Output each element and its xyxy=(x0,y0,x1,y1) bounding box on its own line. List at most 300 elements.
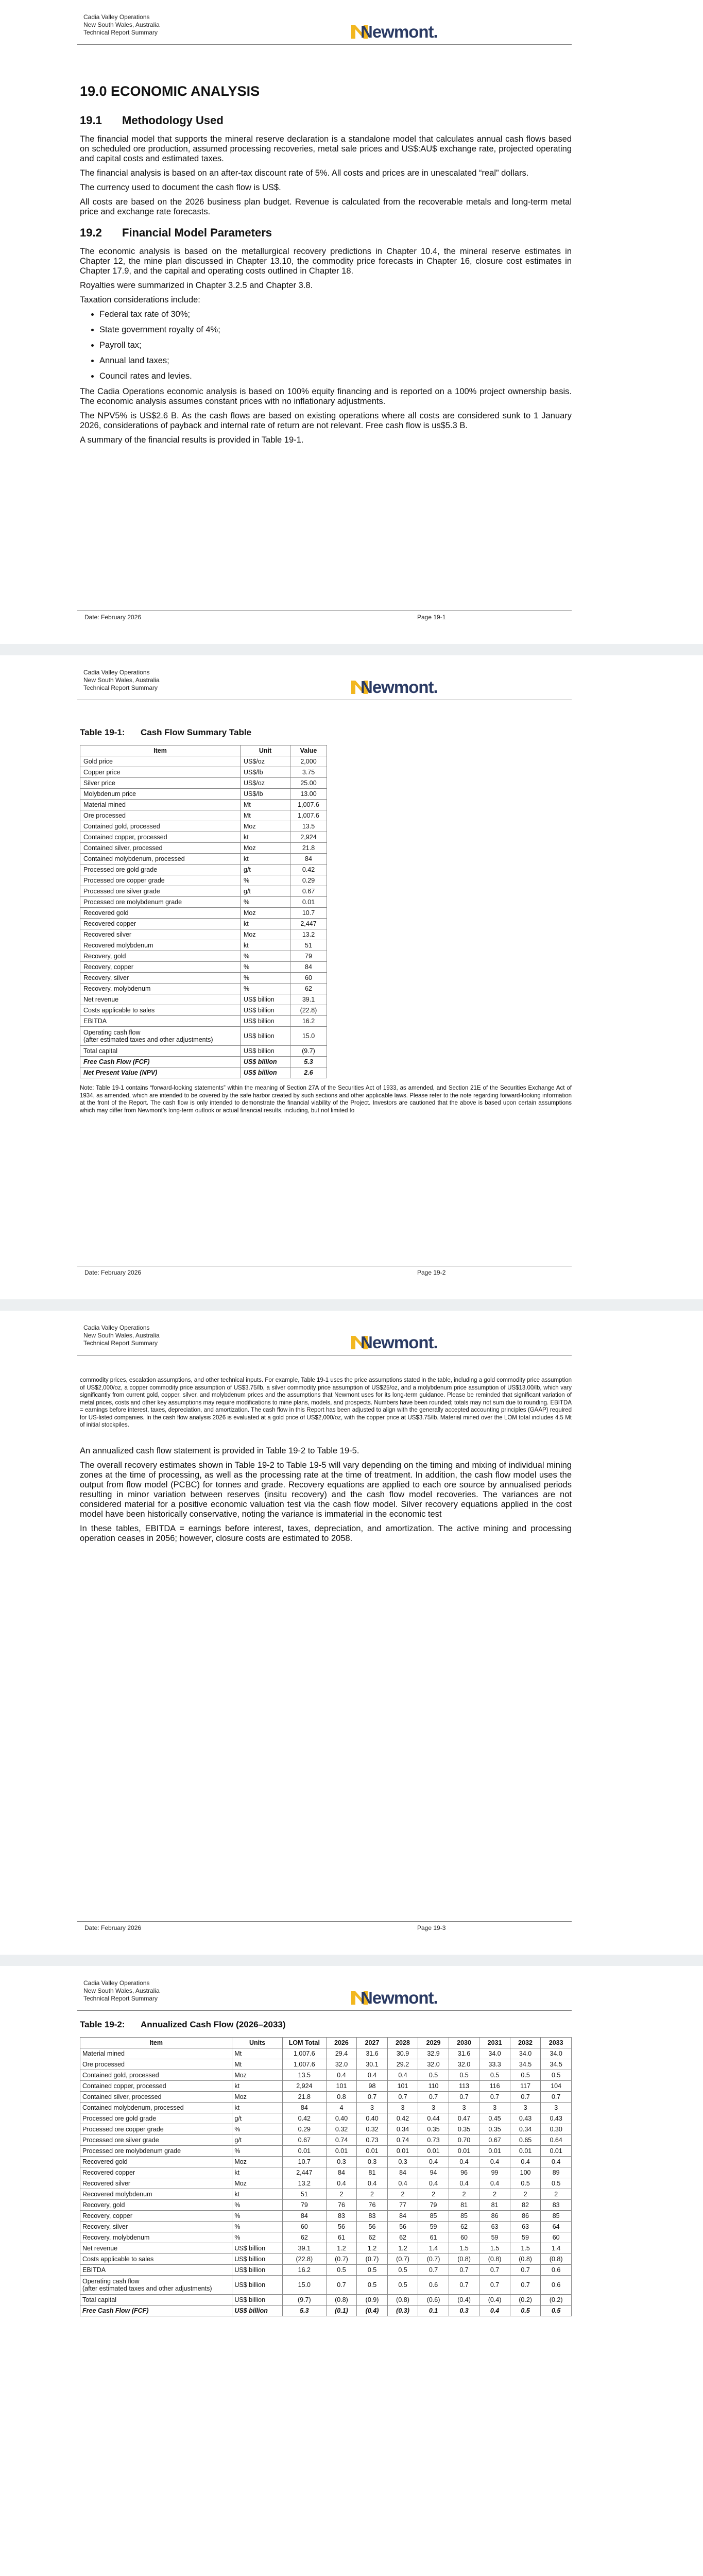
value-cell: 0.4 xyxy=(510,2157,541,2167)
unit-cell: US$ billion xyxy=(241,994,290,1005)
value-cell: 0.6 xyxy=(541,2265,572,2276)
row-label: Processed ore molybdenum grade xyxy=(80,2146,232,2157)
paragraph: The currency used to document the cash flow is US$. xyxy=(80,183,281,192)
table-row xyxy=(80,2092,572,2103)
value-cell: 0.4 xyxy=(326,2178,357,2189)
value-cell: 0.01 xyxy=(290,897,327,908)
row-label: Contained silver, processed xyxy=(80,2092,232,2103)
value-cell: 0.5 xyxy=(479,2070,510,2081)
value-cell: 62 xyxy=(290,984,327,994)
value-cell: 85 xyxy=(541,2211,572,2222)
section-heading xyxy=(80,226,572,240)
row-label: Free Cash Flow (FCF) xyxy=(80,2306,232,2316)
value-cell: 60 xyxy=(449,2232,479,2243)
row-label: Costs applicable to sales xyxy=(80,2254,232,2265)
value-cell: 0.30 xyxy=(541,2124,572,2135)
value-cell: 0.4 xyxy=(541,2157,572,2167)
value-cell: 100 xyxy=(510,2167,541,2178)
row-label: Processed ore copper grade xyxy=(80,2124,232,2135)
row-label: Gold price xyxy=(80,756,241,767)
value-cell: 34.0 xyxy=(510,2048,541,2059)
value-cell: (0.2) xyxy=(510,2295,541,2306)
unit-cell: g/t xyxy=(241,865,290,875)
value-cell: 79 xyxy=(290,951,327,962)
value-cell: 0.4 xyxy=(326,2070,357,2081)
value-cell: 32.0 xyxy=(449,2059,479,2070)
value-cell: 0.6 xyxy=(418,2276,449,2295)
value-cell: 0.67 xyxy=(290,886,327,897)
row-label: Contained silver, processed xyxy=(80,843,241,854)
header-line3: Technical Report Summary xyxy=(83,1995,158,2002)
value-cell: 0.44 xyxy=(418,2113,449,2124)
footer-date: Date: February 2026 xyxy=(84,614,142,621)
unit-cell: g/t xyxy=(232,2113,283,2124)
table-row xyxy=(80,854,327,865)
row-label: Silver price xyxy=(80,778,241,789)
value-cell: 0.7 xyxy=(449,2265,479,2276)
row-label: Contained molybdenum, processed xyxy=(80,2103,232,2113)
value-cell: 29.4 xyxy=(326,2048,357,2059)
value-cell: 13.5 xyxy=(290,821,327,832)
table-row xyxy=(80,875,327,886)
value-cell: (0.8) xyxy=(326,2295,357,2306)
page-3-body xyxy=(80,1377,572,1548)
table-row xyxy=(80,2306,572,2316)
unit-cell: % xyxy=(232,2222,283,2232)
header-line2: New South Wales, Australia xyxy=(83,1987,160,1994)
paragraph: The Cadia Operations economic analysis is based on 100% equity financing and is reported on a 100% project ownership basis. The economic analysis assumes constant prices with no inflationary adjustments. xyxy=(80,387,572,406)
value-cell: 56 xyxy=(357,2222,388,2232)
list-item: • State government royalty of 4%; xyxy=(99,325,572,335)
row-label: Processed ore gold grade xyxy=(80,2113,232,2124)
row-label: Processed ore copper grade xyxy=(80,875,241,886)
paragraph: The financial analysis is based on an after-tax discount rate of 5%. All costs and prices are in unescalated “real” dollars. xyxy=(80,168,529,178)
value-cell: 0.5 xyxy=(357,2265,388,2276)
table-row xyxy=(80,962,327,973)
value-cell: 1.2 xyxy=(387,2243,418,2254)
value-cell: 0.7 xyxy=(541,2092,572,2103)
table-number: Table 19-2: xyxy=(80,2020,125,2029)
value-cell: (0.2) xyxy=(541,2295,572,2306)
paragraph: A summary of the financial results is provided in Table 19-1. xyxy=(80,435,304,445)
value-cell: 1,007.6 xyxy=(282,2059,326,2070)
value-cell: 0.4 xyxy=(418,2157,449,2167)
value-cell: 2 xyxy=(326,2189,357,2200)
value-cell: 0.5 xyxy=(510,2178,541,2189)
value-cell: 0.01 xyxy=(449,2146,479,2157)
value-cell: 84 xyxy=(290,962,327,973)
value-cell: 0.35 xyxy=(449,2124,479,2135)
column-header: 2027 xyxy=(357,2038,388,2048)
value-cell: 32.9 xyxy=(418,2048,449,2059)
table-row xyxy=(80,2157,572,2167)
table-row xyxy=(80,2113,572,2124)
table-row xyxy=(80,1005,327,1016)
value-cell: 0.5 xyxy=(449,2070,479,2081)
value-cell: 101 xyxy=(326,2081,357,2092)
table-row xyxy=(80,897,327,908)
table-row xyxy=(80,2135,572,2146)
table-row xyxy=(80,767,327,778)
table-row xyxy=(80,2200,572,2211)
value-cell: 34.5 xyxy=(541,2059,572,2070)
table-row xyxy=(80,2265,572,2276)
value-cell: 5.3 xyxy=(282,2306,326,2316)
table-note-continued xyxy=(80,1377,572,1429)
page-4-body xyxy=(80,2020,572,2316)
value-cell: 0.7 xyxy=(418,2092,449,2103)
column-header: 2030 xyxy=(449,2038,479,2048)
column-header: 2032 xyxy=(510,2038,541,2048)
value-cell: 34.0 xyxy=(479,2048,510,2059)
value-cell: 61 xyxy=(418,2232,449,2243)
value-cell: 104 xyxy=(541,2081,572,2092)
unit-cell: Moz xyxy=(241,908,290,919)
unit-cell: Moz xyxy=(232,2157,283,2167)
logo-text: Newmont. xyxy=(361,22,438,41)
value-cell: 0.74 xyxy=(326,2135,357,2146)
row-label: Material mined xyxy=(80,2048,232,2059)
value-cell: 1.4 xyxy=(418,2243,449,2254)
value-cell: 0.01 xyxy=(326,2146,357,2157)
row-label: Recovery, molybdenum xyxy=(80,2232,232,2243)
company-block xyxy=(83,13,160,37)
page-2 xyxy=(0,655,703,1299)
row-label: Copper price xyxy=(80,767,241,778)
value-cell: 60 xyxy=(282,2222,326,2232)
value-cell: 60 xyxy=(541,2232,572,2243)
unit-cell: % xyxy=(241,875,290,886)
table-caption xyxy=(80,2020,572,2030)
value-cell: 0.4 xyxy=(479,2306,510,2316)
value-cell: 0.5 xyxy=(326,2265,357,2276)
row-label: Recovered molybdenum xyxy=(80,940,241,951)
value-cell: 3 xyxy=(387,2103,418,2113)
value-cell: 4 xyxy=(326,2103,357,2113)
value-cell: (0.6) xyxy=(418,2295,449,2306)
row-label: Recovered copper xyxy=(80,919,241,929)
page-3 xyxy=(0,1311,703,1955)
value-cell: 0.47 xyxy=(449,2113,479,2124)
value-cell: (0.8) xyxy=(479,2254,510,2265)
newmont-logo xyxy=(350,1988,448,2008)
value-cell: 84 xyxy=(387,2167,418,2178)
page-footer xyxy=(77,1266,572,1276)
unit-cell: US$/oz xyxy=(241,756,290,767)
header-line1: Cadia Valley Operations xyxy=(83,669,150,676)
value-cell: 2,924 xyxy=(290,832,327,843)
page-header xyxy=(77,1323,572,1355)
value-cell: 0.1 xyxy=(418,2306,449,2316)
value-cell: 1,007.6 xyxy=(282,2048,326,2059)
footer-date: Date: February 2026 xyxy=(84,1269,142,1276)
header-line1: Cadia Valley Operations xyxy=(83,1324,150,1331)
header-line1: Cadia Valley Operations xyxy=(83,1979,150,1987)
unit-cell: Moz xyxy=(241,821,290,832)
column-header: 2031 xyxy=(479,2038,510,2048)
value-cell: 0.5 xyxy=(541,2178,572,2189)
value-cell: 3 xyxy=(541,2103,572,2113)
value-cell: 62 xyxy=(357,2232,388,2243)
paragraph: The financial model that supports the mineral reserve declaration is a standalone model that calculates annual cash flows based on scheduled ore production, assumed processing recoveries, metal sale prices and US$:AU$ exchange rate, projected operating and capital costs and estimated taxes. xyxy=(80,134,572,163)
value-cell: 13.2 xyxy=(282,2178,326,2189)
row-label: Contained gold, processed xyxy=(80,821,241,832)
table-row xyxy=(80,832,327,843)
table-row xyxy=(80,984,327,994)
unit-cell: US$ billion xyxy=(232,2254,283,2265)
row-label: Recovery, copper xyxy=(80,2211,232,2222)
list-item: • Annual land taxes; xyxy=(99,356,572,366)
unit-cell: US$ billion xyxy=(241,1067,290,1078)
row-label: Ore processed xyxy=(80,810,241,821)
value-cell: 61 xyxy=(326,2232,357,2243)
row-label: Processed ore gold grade xyxy=(80,865,241,875)
value-cell: 0.42 xyxy=(387,2113,418,2124)
row-label: Contained copper, processed xyxy=(80,2081,232,2092)
value-cell: 1,007.6 xyxy=(290,800,327,810)
unit-cell: kt xyxy=(241,940,290,951)
annualized-cash-flow-table xyxy=(80,2037,572,2316)
row-label: Free Cash Flow (FCF) xyxy=(80,1057,241,1067)
value-cell: 0.01 xyxy=(479,2146,510,2157)
column-header: 2026 xyxy=(326,2038,357,2048)
value-cell: 94 xyxy=(418,2167,449,2178)
value-cell: 39.1 xyxy=(282,2243,326,2254)
row-label: Contained copper, processed xyxy=(80,832,241,843)
value-cell: (9.7) xyxy=(282,2295,326,2306)
table-row xyxy=(80,821,327,832)
row-label: Ore processed xyxy=(80,2059,232,2070)
value-cell: 0.8 xyxy=(326,2092,357,2103)
value-cell: 0.7 xyxy=(510,2265,541,2276)
column-header: 2033 xyxy=(541,2038,572,2048)
unit-cell: US$ billion xyxy=(241,1027,290,1046)
footer-page: Page 19-3 xyxy=(417,1924,446,1931)
section-number: 19.2 xyxy=(80,226,102,239)
unit-cell: US$ billion xyxy=(241,1057,290,1067)
value-cell: 2 xyxy=(387,2189,418,2200)
value-cell: 0.3 xyxy=(326,2157,357,2167)
paragraph: Royalties were summarized in Chapter 3.2.5 and Chapter 3.8. xyxy=(80,281,313,290)
row-label: Processed ore molybdenum grade xyxy=(80,897,241,908)
cash-flow-summary-table xyxy=(80,745,327,1078)
value-cell: 0.40 xyxy=(326,2113,357,2124)
header-line3: Technical Report Summary xyxy=(83,29,158,36)
value-cell: 84 xyxy=(282,2103,326,2113)
table-row xyxy=(80,810,327,821)
value-cell: 76 xyxy=(357,2200,388,2211)
row-label: Recovered silver xyxy=(80,2178,232,2189)
value-cell: 85 xyxy=(418,2211,449,2222)
section-number: 19.1 xyxy=(80,114,102,127)
value-cell: 34.0 xyxy=(541,2048,572,2059)
value-cell: 0.4 xyxy=(357,2178,388,2189)
unit-cell: % xyxy=(241,973,290,984)
unit-cell: Mt xyxy=(241,800,290,810)
paragraph: The NPV5% is US$2.6 B. As the cash flows are based on existing operations where all costs are considered sunk to 1 January 2026, considerations of payback and internal rate of return are not relevant. Free cash flow is us$5.3 B. xyxy=(80,411,572,430)
value-cell: 82 xyxy=(510,2200,541,2211)
page-header xyxy=(77,1978,572,2011)
value-cell: 0.3 xyxy=(449,2306,479,2316)
newmont-logo xyxy=(350,1332,448,1353)
table-row xyxy=(80,2167,572,2178)
value-cell: 110 xyxy=(418,2081,449,2092)
value-cell: 16.2 xyxy=(282,2265,326,2276)
value-cell: 3.75 xyxy=(290,767,327,778)
value-cell: 79 xyxy=(282,2200,326,2211)
value-cell: 84 xyxy=(290,854,327,865)
unit-cell: % xyxy=(232,2124,283,2135)
paragraph: The overall recovery estimates shown in Table 19-2 to Table 19-5 will vary depending on the timing and mixing of individual mining zones at the time of processing, as well as the processing rate at the time of treatment. In addition, the cash flow model uses the output from flow model (PCBC) for tonnes and grade. Recovery equations are applied to each ore source by annualised periods resulting in minor variation between reserves (insitu recovery) and the cash flow model recoveries. The variances are not considered material for a positive economic valuation test via the cash flow model. Silver recovery equations applied in the cost model have been historically conservative, noting the variance is immaterial in the economic test xyxy=(80,1460,572,1519)
row-label: Recovery, copper xyxy=(80,962,241,973)
logo-text: Newmont. xyxy=(361,1988,438,2007)
unit-cell: % xyxy=(241,897,290,908)
value-cell: 29.2 xyxy=(387,2059,418,2070)
row-label: Recovered gold xyxy=(80,2157,232,2167)
table-row xyxy=(80,2146,572,2157)
column-header: Unit xyxy=(241,745,290,756)
value-cell: 32.0 xyxy=(418,2059,449,2070)
logo-text: Newmont. xyxy=(361,677,438,697)
value-cell: 0.32 xyxy=(357,2124,388,2135)
table-caption xyxy=(80,727,572,738)
value-cell: 83 xyxy=(357,2211,388,2222)
row-label: Net Present Value (NPV) xyxy=(80,1067,241,1078)
unit-cell: % xyxy=(241,951,290,962)
unit-cell: % xyxy=(232,2211,283,2222)
unit-cell: US$ billion xyxy=(232,2295,283,2306)
row-label: Molybdenum price xyxy=(80,789,241,800)
value-cell: 3 xyxy=(449,2103,479,2113)
value-cell: 2 xyxy=(541,2189,572,2200)
value-cell: 0.5 xyxy=(387,2265,418,2276)
footer-page: Page 19-1 xyxy=(417,614,446,621)
unit-cell: US$/oz xyxy=(241,778,290,789)
unit-cell: kt xyxy=(232,2103,283,2113)
value-cell: 0.5 xyxy=(510,2070,541,2081)
value-cell: (0.4) xyxy=(449,2295,479,2306)
unit-cell: % xyxy=(232,2200,283,2211)
value-cell: 0.65 xyxy=(510,2135,541,2146)
company-block xyxy=(83,1979,160,2003)
newmont-logo xyxy=(350,677,448,698)
table-note xyxy=(80,1084,572,1114)
value-cell: 0.5 xyxy=(357,2276,388,2295)
row-label: Recovery, silver xyxy=(80,973,241,984)
unit-cell: Moz xyxy=(232,2092,283,2103)
value-cell: 62 xyxy=(282,2232,326,2243)
value-cell: 83 xyxy=(326,2211,357,2222)
row-label: Recovered silver xyxy=(80,929,241,940)
value-cell: 0.7 xyxy=(479,2092,510,2103)
list-item: • Federal tax rate of 30%; xyxy=(99,310,572,319)
row-label: Costs applicable to sales xyxy=(80,1005,241,1016)
unit-cell: Mt xyxy=(232,2048,283,2059)
table-row xyxy=(80,2211,572,2222)
value-cell: 0.34 xyxy=(387,2124,418,2135)
unit-cell: US$ billion xyxy=(232,2276,283,2295)
unit-cell: US$/lb xyxy=(241,789,290,800)
value-cell: 0.3 xyxy=(357,2157,388,2167)
table-row xyxy=(80,2189,572,2200)
value-cell: 0.74 xyxy=(387,2135,418,2146)
value-cell: 59 xyxy=(510,2232,541,2243)
paragraph: The economic analysis is based on the metallurgical recovery predictions in Chapter 10.4, the mineral reserve estimates in Chapter 12, the mine plan discussed in Chapter 13.10, the commodity price forecasts in Chapter 16, closure cost estimates in Chapter 17.9, and the capital and operating costs outlined in Chapter 18. xyxy=(80,247,572,276)
value-cell: 2 xyxy=(479,2189,510,2200)
page-header xyxy=(77,12,572,45)
value-cell: (0.9) xyxy=(357,2295,388,2306)
value-cell: 0.40 xyxy=(357,2113,388,2124)
value-cell: (0.8) xyxy=(387,2295,418,2306)
column-header: Item xyxy=(80,2038,232,2048)
value-cell: 0.64 xyxy=(541,2135,572,2146)
value-cell: 0.4 xyxy=(449,2178,479,2189)
table-row xyxy=(80,1067,327,1078)
value-cell: 15.0 xyxy=(282,2276,326,2295)
value-cell: 5.3 xyxy=(290,1057,327,1067)
unit-cell: kt xyxy=(241,919,290,929)
unit-cell: Moz xyxy=(241,843,290,854)
row-label: Recovery, gold xyxy=(80,951,241,962)
row-label: Recovered molybdenum xyxy=(80,2189,232,2200)
value-cell: 0.01 xyxy=(282,2146,326,2157)
unit-cell: kt xyxy=(232,2167,283,2178)
unit-cell: g/t xyxy=(241,886,290,897)
value-cell: 86 xyxy=(479,2211,510,2222)
table-row xyxy=(80,843,327,854)
value-cell: (22.8) xyxy=(282,2254,326,2265)
value-cell: 59 xyxy=(479,2232,510,2243)
chapter-title: 19.0 ECONOMIC ANALYSIS xyxy=(80,83,260,99)
value-cell: 25.00 xyxy=(290,778,327,789)
value-cell: 99 xyxy=(479,2167,510,2178)
row-label: Total capital xyxy=(80,2295,232,2306)
value-cell: 1,007.6 xyxy=(290,810,327,821)
table-row xyxy=(80,994,327,1005)
unit-cell: g/t xyxy=(232,2135,283,2146)
unit-cell: kt xyxy=(232,2081,283,2092)
value-cell: 31.6 xyxy=(357,2048,388,2059)
value-cell: 51 xyxy=(290,940,327,951)
value-cell: 0.7 xyxy=(387,2092,418,2103)
value-cell: 0.29 xyxy=(290,875,327,886)
value-cell: 10.7 xyxy=(282,2157,326,2167)
value-cell: (9.7) xyxy=(290,1046,327,1057)
value-cell: 56 xyxy=(387,2222,418,2232)
unit-cell: Mt xyxy=(232,2059,283,2070)
value-cell: 116 xyxy=(479,2081,510,2092)
value-cell: 21.8 xyxy=(290,843,327,854)
note-text: commodity prices, escalation assumptions, and other technical inputs. For example, Table 19-1 uses the price assumptions stated in the table, including a gold commodity price assumption of US$2,000/oz, a copper commodity price assumption of US$3.75/lb, a silver commodity price assumption of US$25/oz, and a molybdenum price assumption of US$13.00/lb, which vary significantly from current gold, copper, silver, and molybdenum prices and the assumptions that Newmont uses for its long-term guidance. Please be reminded that significant variation of metal prices, costs and other key assumptions may require modifications to mine plans, models, and prospects. Numbers have been rounded; totals may not sum due to rounding. EBITDA = earnings before interest, taxes, depreciation, and amortization. The cash flow in this Report has been adjusted to align with the generally accepted accounting principles (GAAP) required for US-listed companies. In the cash flow analysis 2026 is evaluated at a gold price of US$2,000/oz, with the copper price at US$3.75/lb. Material mined over the LOM total includes 4.5 Mt of initial stockpiles. xyxy=(80,1377,572,1428)
value-cell: 0.01 xyxy=(510,2146,541,2157)
value-cell: 86 xyxy=(510,2211,541,2222)
value-cell: 60 xyxy=(290,973,327,984)
paragraph: An annualized cash flow statement is provided in Table 19-2 to Table 19-5. xyxy=(80,1446,359,1455)
value-cell: 0.42 xyxy=(282,2113,326,2124)
page-2-body xyxy=(80,727,572,1119)
value-cell: 0.01 xyxy=(418,2146,449,2157)
table-row xyxy=(80,2059,572,2070)
table-row xyxy=(80,789,327,800)
page-4 xyxy=(0,1966,703,2576)
value-cell: (0.1) xyxy=(326,2306,357,2316)
value-cell: 31.6 xyxy=(449,2048,479,2059)
value-cell: 39.1 xyxy=(290,994,327,1005)
value-cell: 0.45 xyxy=(479,2113,510,2124)
value-cell: (0.3) xyxy=(387,2306,418,2316)
value-cell: 0.5 xyxy=(387,2276,418,2295)
list-item: • Council rates and levies. xyxy=(99,371,572,381)
